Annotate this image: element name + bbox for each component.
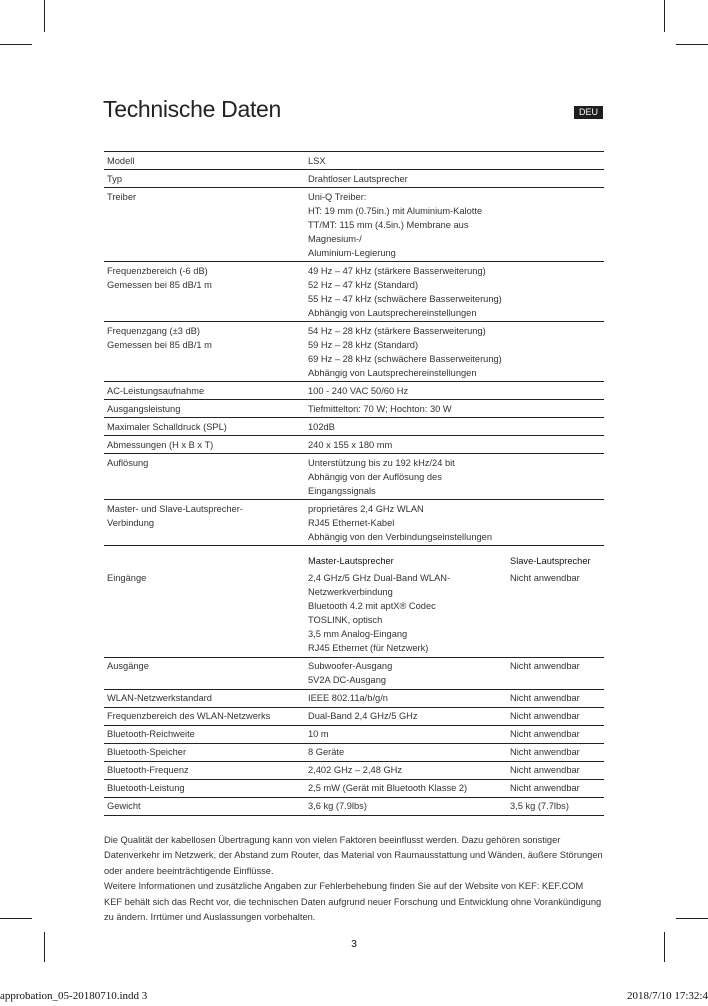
note-wireless-quality: Die Qualität der kabellosen Übertragung kann von vielen Faktoren beeinflusst werden. Dazu gehören sonstiger Datenverkehr im Netzwerk, der Abstand zum Router, das Material von Raumausstattung und Wänden, äußere Störungen oder andere beeinträchtigende Einflüsse. [104,834,603,876]
spec-slave-value: 3,5 kg (7.7lbs) [510,801,569,811]
table-row [104,780,604,798]
spec-value: TOSLINK, optisch [308,615,383,625]
spec-label: Gemessen bei 85 dB/1 m [107,339,212,350]
spec-label-cell [107,659,308,687]
spec-value: 59 Hz – 28 kHz (Standard) [308,339,419,350]
spec-label: Verbindung [107,517,155,528]
table-row [104,798,604,816]
spec-label: Bluetooth-Reichweite [107,729,195,739]
spec-value-cell [308,745,510,759]
spec-slave-value: Nicht anwendbar [510,693,580,703]
spec-value: 69 Hz – 28 kHz (schwächere Basserweiterung) [308,353,502,364]
spec-slave-value-cell [510,402,604,416]
spec-value: 100 - 240 VAC 50/60 Hz [308,385,409,396]
spec-label-cell [107,781,308,795]
spec-value-cell [308,571,510,655]
spec-value: 10 m [308,729,329,739]
spec-label: Ausgangsleistung [107,403,181,414]
spec-value: Drahtloser Lautsprecher [308,173,408,184]
spec-label-cell [107,438,308,452]
spec-value: Abhängig von Lautsprechereinstellungen [308,307,477,318]
spec-label-cell [107,402,308,416]
spec-slave-value: Nicht anwendbar [510,765,580,775]
spec-label-cell [107,154,308,168]
table-row [104,188,604,262]
spec-label-cell [107,190,308,260]
spec-slave-value-cell [510,172,604,186]
crop-mark [676,44,708,45]
spec-value: 49 Hz – 47 kHz (stärkere Basserweiterung) [308,265,486,276]
crop-mark [664,932,665,962]
spec-slave-value-cell [510,264,604,320]
table-row [104,690,604,708]
spec-value: Dual-Band 2,4 GHz/5 GHz [308,711,418,721]
table-row [104,418,604,436]
spec-value: 3,6 kg (7.9lbs) [308,801,367,811]
crop-mark [0,918,32,919]
spec-slave-value: Nicht anwendbar [510,783,580,793]
spec-value-cell [308,691,510,705]
spec-label-cell [107,264,308,320]
spec-value: 55 Hz – 47 kHz (schwächere Basserweiterung) [308,293,502,304]
spec-value: IEEE 802.11a/b/g/n [308,693,388,703]
spec-value-cell [308,438,510,452]
spec-slave-value: Nicht anwendbar [510,573,580,583]
spec-value: 102dB [308,421,335,432]
spec-slave-value-cell [510,502,604,544]
spec-value: 2,402 GHz – 2,48 GHz [308,765,403,775]
spec-slave-value-cell [510,384,604,398]
spec-value-cell [308,420,510,434]
spec-slave-value-cell [510,781,604,795]
spec-label-cell [107,727,308,741]
spec-label: Bluetooth-Frequenz [107,765,189,775]
spec-slave-value-cell [510,154,604,168]
spec-value: Abhängig von Lautsprechereinstellungen [308,367,477,378]
spec-label: Ausgänge [107,661,149,671]
table-row [104,658,604,690]
spec-value-cell [308,709,510,723]
note-more-info: Weitere Informationen und zusätzliche Angaben zur Fehlerbehebung finden Sie auf der Website von KEF: KEF.COM [104,881,584,891]
spec-table [104,151,604,816]
spec-value: Netzwerkverbindung [308,587,393,597]
spec-slave-value: Nicht anwendbar [510,729,580,739]
spec-label: Master- und Slave-Lautsprecher- [107,503,243,514]
spec-label: Eingänge [107,573,147,583]
crop-mark [0,44,32,45]
spec-slave-value-cell [510,659,604,687]
spec-value-cell [308,763,510,777]
spec-value: Master-Lautsprecher [308,556,394,566]
table-row [104,708,604,726]
spec-slave-value-cell [510,438,604,452]
spec-slave-value-cell [510,554,604,568]
spec-label: Bluetooth-Speicher [107,747,187,757]
spec-value-cell [308,781,510,795]
table-row [104,454,604,500]
spec-value: 2,5 mW (Gerät mit Bluetooth Klasse 2) [308,783,468,793]
slug-filename: approbation_05-20180710.indd 3 [0,990,148,1002]
page-title: Technische Daten [103,96,282,122]
spec-label-cell [107,709,308,723]
spec-value-cell [308,190,510,260]
spec-label: Auflösung [107,457,149,468]
spec-value: HT: 19 mm (0.75in.) mit Aluminium-Kalotte [308,205,483,216]
spec-value-cell [308,727,510,741]
spec-value: Bluetooth 4.2 mit aptX® Codec [308,601,436,611]
spec-slave-value: Slave-Lautsprecher [510,556,591,566]
spec-label-cell [107,324,308,380]
spec-value-cell [308,384,510,398]
spec-label: AC-Leistungsaufnahme [107,385,205,396]
spec-value: Abhängig von der Auflösung des Eingangssignals [308,471,442,496]
spec-value-cell [308,402,510,416]
spec-label: Gemessen bei 85 dB/1 m [107,279,212,290]
spec-slave-value-cell [510,763,604,777]
spec-slave-value-cell [510,190,604,260]
content-flow [104,151,604,950]
crop-mark [676,918,708,919]
table-row [104,152,604,170]
spec-slave-value-cell [510,691,604,705]
table-row [104,500,604,546]
table-row [104,570,604,658]
table-row [104,170,604,188]
spec-slave-value: Nicht anwendbar [510,661,580,671]
spec-label-cell [107,799,308,813]
spec-label-cell [107,420,308,434]
table-row [104,744,604,762]
spec-value: 240 x 155 x 180 mm [308,439,393,450]
spec-value-cell [308,324,510,380]
spec-value: LSX [308,155,326,166]
spec-label: Gewicht [107,801,141,811]
spec-slave-value-cell [510,456,604,498]
spec-label-cell [107,745,308,759]
table-row [104,322,604,382]
spec-value: 8 Geräte [308,747,345,757]
language-badge: DEU [574,106,603,119]
spec-value: proprietäres 2,4 GHz WLAN [308,503,424,514]
spec-slave-value: Nicht anwendbar [510,747,580,757]
spec-value-cell [308,502,510,544]
slug-timestamp: 2018/7/10 17:32:4 [627,990,708,1002]
spec-slave-value-cell [510,324,604,380]
crop-mark [44,932,45,962]
crop-mark [664,0,665,32]
spec-label: Modell [107,155,135,166]
spec-label-cell [107,384,308,398]
spec-value-cell [308,264,510,320]
table-row [104,400,604,418]
table-row [104,726,604,744]
spec-label: Abmessungen (H x B x T) [107,439,214,450]
spec-label-cell [107,691,308,705]
spec-slave-value-cell [510,799,604,813]
spec-label: WLAN-Netzwerkstandard [107,693,212,703]
spec-slave-value-cell [510,420,604,434]
spec-value: Tiefmittelton: 70 W; Hochton: 30 W [308,403,452,414]
table-row [104,436,604,454]
spec-label: Frequenzgang (±3 dB) [107,325,200,336]
spec-label-cell [107,571,308,655]
spec-slave-value-cell [510,571,604,655]
spec-value-cell [308,659,510,687]
table-header-row [104,546,604,570]
table-row [104,262,604,322]
spec-value-cell [308,154,510,168]
spec-label: Treiber [107,191,137,202]
spec-label-cell [107,172,308,186]
table-row [104,382,604,400]
spec-value: 54 Hz – 28 kHz (stärkere Basserweiterung) [308,325,486,336]
spec-label: Frequenzbereich (-6 dB) [107,265,208,276]
spec-value: TT/MT: 115 mm (4.5in.) Membrane aus Magnesium-/ [308,219,469,244]
spec-value: 5V2A DC-Ausgang [308,675,387,685]
page-number: 3 [351,937,357,950]
spec-value: 2,4 GHz/5 GHz Dual-Band WLAN- [308,573,451,583]
spec-label-cell [107,502,308,544]
spec-value-cell [308,554,510,568]
spec-label: Typ [107,173,122,184]
spec-label-cell [107,763,308,777]
notes [104,833,604,926]
spec-value: 3,5 mm Analog-Eingang [308,629,408,639]
spec-value: Aluminium-Legierung [308,247,396,258]
spec-slave-value: Nicht anwendbar [510,711,580,721]
spec-value: Subwoofer-Ausgang [308,661,393,671]
spec-value: Unterstützung bis zu 192 kHz/24 bit [308,457,455,468]
spec-value: Uni-Q Treiber: [308,191,367,202]
spec-slave-value-cell [510,727,604,741]
table-row [104,762,604,780]
crop-mark [44,0,45,32]
spec-value: RJ45 Ethernet (für Netzwerk) [308,643,429,653]
spec-slave-value-cell [510,709,604,723]
spec-label: Maximaler Schalldruck (SPL) [107,421,227,432]
spec-label-cell [107,554,308,568]
spec-label: Frequenzbereich des WLAN-Netzwerks [107,711,271,721]
spec-value: Abhängig von den Verbindungseinstellungen [308,531,493,542]
spec-value: RJ45 Ethernet-Kabel [308,517,395,528]
spec-label-cell [107,456,308,498]
spec-value: 52 Hz – 47 kHz (Standard) [308,279,419,290]
spec-value-cell [308,456,510,498]
spec-label: Bluetooth-Leistung [107,783,185,793]
spec-slave-value-cell [510,745,604,759]
spec-value-cell [308,172,510,186]
note-disclaimer: KEF behält sich das Recht vor, die technischen Daten aufgrund neuer Forschung und Entwicklung ohne Vorankündigung zu ändern. Irrtümer und Auslassungen vorbehalten. [104,896,602,922]
spec-value-cell [308,799,510,813]
